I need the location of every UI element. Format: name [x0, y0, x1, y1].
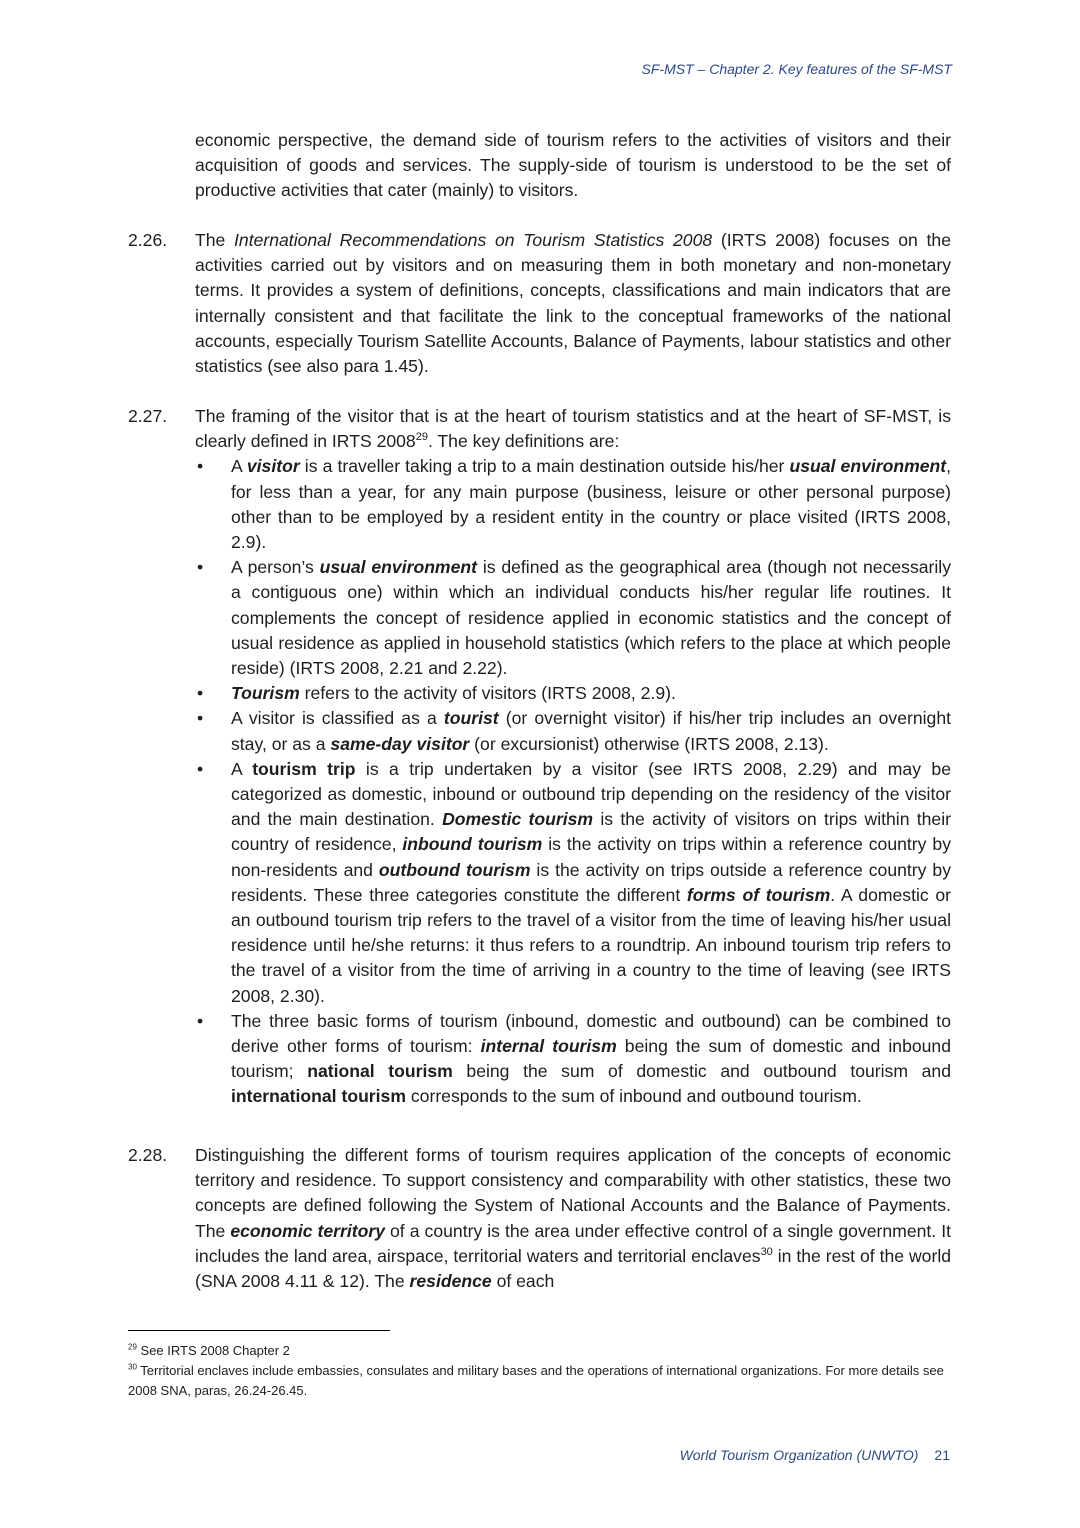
- bullet-icon: •: [197, 456, 204, 477]
- running-header: SF-MST – Chapter 2. Key features of the SF-MST: [641, 61, 952, 77]
- term-tourism: Tourism: [231, 683, 300, 704]
- term-tourist: tourist: [443, 708, 499, 729]
- bullet-icon: •: [197, 683, 204, 704]
- term-economic-territory: economic territory: [230, 1220, 385, 1241]
- list-item-tourism-trip: • A tourism trip is a trip undertaken by a visitor (see IRTS 2008, 2.29) and may be categorized as domestic, inbound or outbound trip depending on the residency of the visitor and the main destination. Domestic tourism is the activity of visitors on trips within their country of residence, inbound tourism is the activity on trips within a reference country by non-residents and outbound tourism is the activity on trips outside a reference country by residents. These three categories constitute the different forms of tourism. A domestic or an outbound tourism trip refers to the travel of a visitor from the time of leaving his/her usual residence until he/she returns: it thus refers to a roundtrip. An inbound tourism trip refers to the travel of a visitor from the time of arriving in a country to the time of leaving (see IRTS 2008, 2.30).: [197, 758, 952, 1006]
- paragraph-number: 2.26.: [128, 230, 168, 250]
- bullet-icon: •: [197, 1010, 204, 1031]
- term-tourism-trip: tourism trip: [252, 758, 356, 779]
- list-item-usual-environment: • A person’s usual environment is defined as the geographical area (though not necessarily a contiguous one) within which an individual conducts his/her regular life routines. It complements the concept of residence applied in economic statistics and the concept of usual residence as applied in household statistics (which refers to the place at which people reside) (IRTS 2008, 2.21 and 2.22).: [197, 557, 952, 679]
- list-item-visitor: • A visitor is a traveller taking a trip to a main destination outside his/her usual environment, for less than a year, for any main purpose (business, leisure or other personal purpose) other than to be employed by a resident entity in the country or place visited (IRTS 2008, 2.9).: [197, 456, 952, 553]
- term-national-tourism: national tourism: [307, 1061, 453, 1082]
- paragraph-text: economic perspective, the demand side of tourism refers to the activities of visitors and their acquisition of goods and services. The supply-side of tourism is understood to be the set of productive activities that cater (mainly) to visitors.: [195, 130, 951, 201]
- list-item-tourist: • A visitor is classified as a tourist (or overnight visitor) if his/her trip includes an overnight stay, or as a same-day visitor (or excursionist) otherwise (IRTS 2008, 2.13).: [197, 708, 952, 754]
- term-inbound-tourism: inbound tourism: [402, 834, 543, 855]
- bullet-icon: •: [197, 708, 204, 729]
- page-footer: [680, 1447, 950, 1463]
- term-usual-environment: usual environment: [789, 456, 947, 477]
- term-visitor: visitor: [246, 456, 300, 477]
- continuation-paragraph: [128, 128, 951, 204]
- paragraph-number: 2.28.: [128, 1145, 168, 1165]
- bullet-icon: •: [197, 758, 204, 779]
- footnote-29: $^{29}$ See IRTS 2008 Chapter 2: [128, 1342, 290, 1358]
- paragraph-2-28: 2.28. Distinguishing the different forms of tourism requires application of the concepts of economic territory and residence. To support consistency and comparability with other statistics, these two concepts are defined following the System of National Accounts and the Balance of Payments. The economic territory of a country is the area under effective control of a single government. It includes the land area, airspace, territorial waters and territorial enclaves$^{30}$ in the rest of the world (SNA 2008 4.11 & 12). The residence of each: [128, 1145, 952, 1292]
- footnote-ref-29[interactable]: 29: [415, 431, 428, 444]
- paragraph-2-26: 2.26. The International Recommendations on Tourism Statistics 2008 (IRTS 2008) focuses on the activities carried out by visitors and on measuring them in both monetary and non-monetary terms. It provides a system of definitions, concepts, classifications and main indicators that are internally consistent and that facilitate the link to the conceptual frameworks of the national accounts, especially Tourism Satellite Accounts, Balance of Payments, labour statistics and other statistics (see also para 1.45).: [128, 230, 951, 377]
- term-international-tourism: international tourism: [231, 1086, 406, 1107]
- term-usual-environment: usual environment: [319, 557, 477, 578]
- paragraph-number: 2.27.: [128, 406, 168, 426]
- footer-organization: World Tourism Organization (UNWTO): [679, 1447, 919, 1463]
- term-outbound-tourism: outbound tourism: [378, 859, 531, 880]
- term-residence: residence: [409, 1271, 492, 1292]
- paragraph-continued: [128, 128, 951, 204]
- footnote-separator: [128, 1330, 390, 1331]
- page-number: 21: [934, 1447, 950, 1463]
- term-forms-of-tourism: forms of tourism: [686, 884, 831, 905]
- publication-title: International Recommendations on Tourism Statistics 2008: [234, 230, 713, 250]
- footnote-30: $^{30}$ Territorial enclaves include embassies, consulates and military bases and the operations of international organizations. For more details see 2008 SNA, paras, 26.24-26.45.: [128, 1362, 944, 1398]
- bullet-icon: •: [197, 557, 204, 578]
- footnotes: [128, 1341, 951, 1401]
- definitions-list: [195, 454, 951, 1109]
- paragraph-2-27: 2.27. The framing of the visitor that is at the heart of tourism statistics and at the heart of SF-MST, is clearly defined in IRTS 2008$^{29}$. The key definitions are: • A visitor is a traveller taking a trip to a main destination outside his/her usual environment, for less than a year, for any main purpose (business, leisure or other personal purpose) other than to be employed by a resident entity in the country or place visited (IRTS 2008, 2.9). • A person’s usual environment is defined as the geographical area (though not necessarily a contiguous one) within which an individual conducts his/her regular life routines. It complements the concept of residence applied in economic statistics and the concept of usual residence as applied in household statistics (which refers to the place at which people reside) (IRTS 2008, 2.21 and 2.22). • Tourism refers to the activity of visitors (IRTS 2008, 2.9). • A visitor is classified as a tourist (or overnight visitor) if his/her trip includes an overnight stay, or as a same-day visitor (or excursionist) otherwise (IRTS 2008, 2.13). • A tourism trip is a trip undertaken by a visitor (see IRTS 2008, 2.29) and may be categorized as domestic, inbound or outbound trip depending on the residency of the visitor and the main destination. Domestic tourism is the activity of visitors on trips within their country of residence, inbound tourism is the activity on trips within a reference country by non-residents and outbound tourism is the activity on trips outside a reference country by residents. These three categories constitute the different forms of tourism. A domestic or an outbound tourism trip refers to the travel of a visitor from the time of leaving his/her usual residence until he/she returns: it thus refers to a roundtrip. An inbound tourism trip refers to the travel of a visitor from the time of arriving in a country to the time of leaving (see IRTS 2008, 2.30). • The three basic forms of tourism (inbound, domestic and outbound) can be combined to derive other forms of tourism: internal tourism being the sum of domestic and inbound tourism; national tourism being the sum of domestic and outbound tourism and international tourism corresponds to the sum of inbound and outbound tourism.: [128, 404, 951, 1110]
- list-item-tourism: • Tourism refers to the activity of visitors (IRTS 2008, 2.9).: [195, 681, 951, 706]
- footnote-ref-30[interactable]: 30: [760, 1245, 773, 1258]
- term-same-day-visitor: same-day visitor: [330, 733, 470, 754]
- term-domestic-tourism: Domestic tourism: [442, 809, 594, 830]
- term-internal-tourism: internal tourism: [480, 1036, 617, 1057]
- list-item-combined-forms: • The three basic forms of tourism (inbound, domestic and outbound) can be combined to derive other forms of tourism: internal tourism being the sum of domestic and inbound tourism; national tourism being the sum of domestic and outbound tourism and international tourism corresponds to the sum of inbound and outbound tourism.: [197, 1010, 952, 1107]
